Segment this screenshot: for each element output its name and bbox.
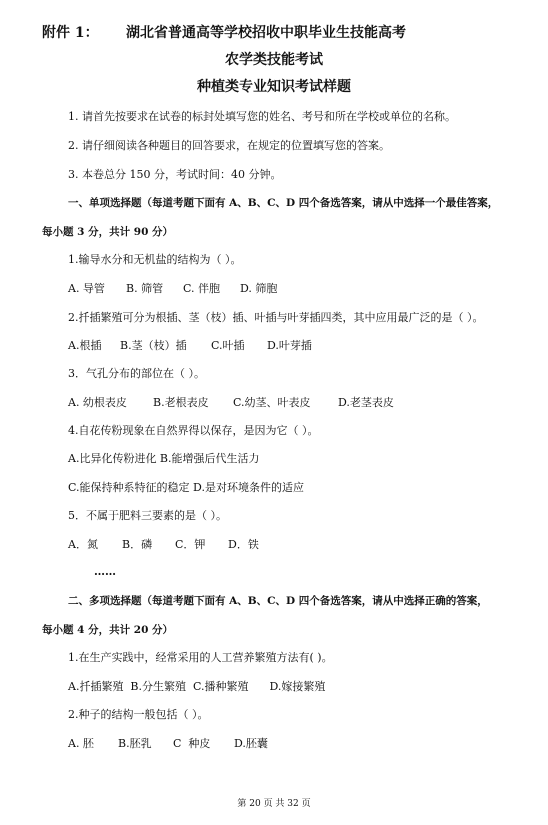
q2-option-b: B.茎（枝）插 xyxy=(120,339,187,352)
page-number: 第 20 页 共 32 页 xyxy=(237,799,311,809)
q2-option-c: C.叶插 xyxy=(211,339,245,352)
q3-option-a: A. 幼根表皮 xyxy=(68,396,127,409)
multi-q2-option-d: D.胚囊 xyxy=(234,737,268,750)
multi-q2-option-b: B.胚乳 xyxy=(118,737,152,750)
q2-option-d: D.叶芽插 xyxy=(267,339,312,352)
question-4: 4.自花传粉现象在自然界得以保存，是因为它（ ）。 xyxy=(68,424,319,437)
question-1: 1.输导水分和无机盐的结构为（ ）。 xyxy=(68,253,242,266)
attachment-label: 附件 1： xyxy=(42,25,99,41)
section2-heading: 二、多项选择题（每道考题下面有 A、B、C、D 四个备选答案，请从中选择正确的答案， xyxy=(68,595,488,607)
q4-options-cd: C.能保持种系特征的稳定 D.是对环境条件的适应 xyxy=(68,481,304,494)
q5-option-c: C．钾 xyxy=(175,538,206,551)
ellipsis: …… xyxy=(94,565,116,578)
multi-question-1: 1.在生产实践中，经常采用的人工营养繁殖方法有( )。 xyxy=(68,651,333,664)
title-line-3: 种植类专业知识考试样题 xyxy=(197,79,351,95)
q1-option-c: C. 伴胞 xyxy=(183,282,221,295)
section1-heading-cont: 每小题 3 分，共计 90 分） xyxy=(42,226,174,238)
question-5: 5．不属于肥料三要素的是（ ）。 xyxy=(68,509,227,522)
multi-q2-option-a: A. 胚 xyxy=(68,737,94,750)
multi-q1-options: A.扦插繁殖 B.分生繁殖 C.播种繁殖 D.嫁接繁殖 xyxy=(68,680,326,693)
q1-option-d: D. 筛胞 xyxy=(240,282,278,295)
title-line-2: 农学类技能考试 xyxy=(225,52,323,68)
q3-option-b: B.老根表皮 xyxy=(153,396,209,409)
instruction-3: 3. 本卷总分 150 分，考试时间：40 分钟。 xyxy=(68,168,282,181)
q1-option-b: B. 筛管 xyxy=(126,282,164,295)
q5-option-a: A．氮 xyxy=(68,538,98,551)
q3-option-d: D.老茎表皮 xyxy=(338,396,394,409)
question-2: 2.扦插繁殖可分为根插、茎（枝）插、叶插与叶芽插四类，其中应用最广泛的是（ ）。 xyxy=(68,311,484,324)
q1-option-a: A. 导管 xyxy=(68,282,105,295)
multi-question-2: 2.种子的结构一般包括（ ）。 xyxy=(68,708,209,721)
q4-options-ab: A.比异化传粉进化 B.能增强后代生活力 xyxy=(68,452,260,465)
section1-heading: 一、单项选择题（每道考题下面有 A、B、C、D 四个备选答案，请从中选择一个最佳答案， xyxy=(68,197,499,209)
title-line-1: 湖北省普通高等学校招收中职毕业生技能高考 xyxy=(126,25,406,41)
q5-option-b: B．磷 xyxy=(122,538,153,551)
q2-option-a: A.根插 xyxy=(68,339,102,352)
instruction-2: 2. 请仔细阅读各种题目的回答要求，在规定的位置填写您的答案。 xyxy=(68,139,390,152)
q3-option-c: C.幼茎、叶表皮 xyxy=(233,396,311,409)
multi-q2-option-c: C 种皮 xyxy=(173,737,211,750)
instruction-1: 1. 请首先按要求在试卷的标封处填写您的姓名、考号和所在学校或单位的名称。 xyxy=(68,110,456,123)
q5-option-d: D．铁 xyxy=(228,538,259,551)
question-3: 3．气孔分布的部位在（ ）。 xyxy=(68,367,205,380)
section2-heading-cont: 每小题 4 分，共计 20 分） xyxy=(42,624,174,636)
